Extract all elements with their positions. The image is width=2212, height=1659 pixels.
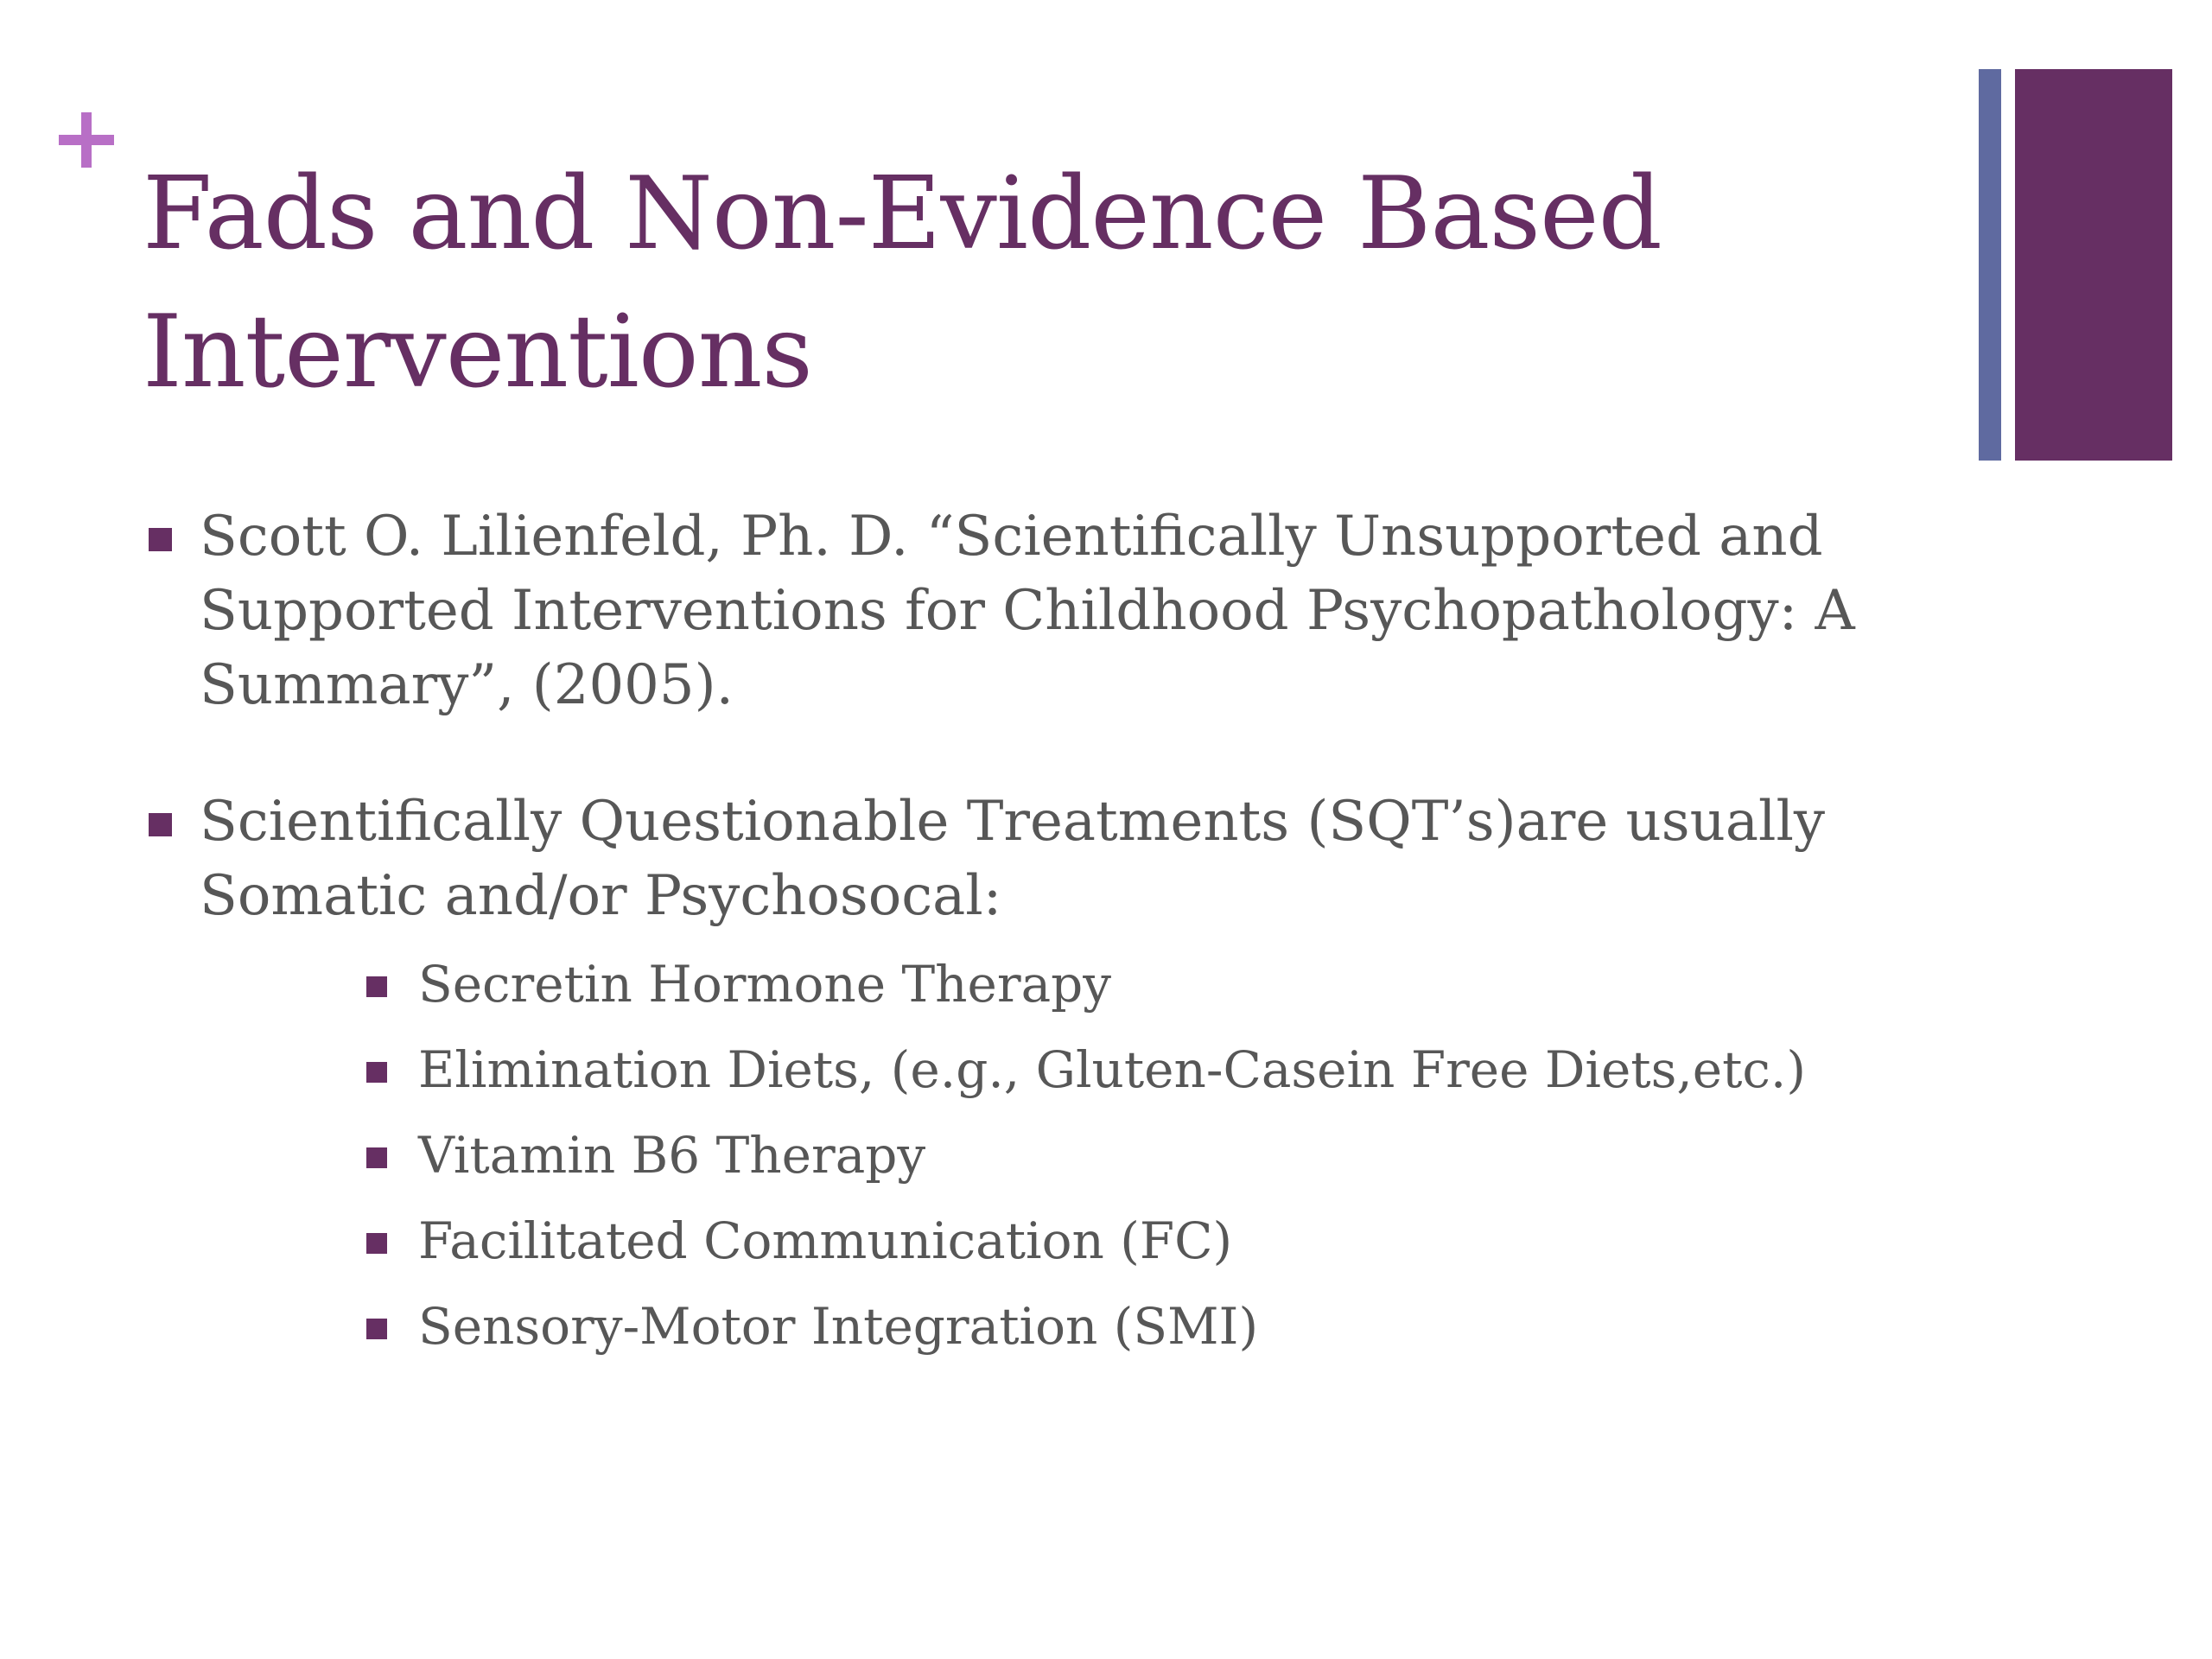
plus-icon: [59, 112, 114, 168]
square-bullet-icon: [149, 813, 172, 836]
bullet-text: Scientifically Questionable Treatments (SQT’s)are usually Somatic and/or Psychosocal:: [200, 790, 1826, 928]
sub-bullet-text: Facilitated Communication (FC): [418, 1211, 1233, 1270]
sub-bullet-item: [365, 942, 2125, 1027]
sub-bullet-text: Vitamin B6 Therapy: [418, 1126, 926, 1185]
sub-bullet-item: [365, 1198, 2125, 1284]
bullet-list: [145, 499, 1960, 1370]
sub-bullet-list: [365, 942, 2125, 1370]
sub-bullet-item: [365, 1113, 2125, 1198]
sub-bullet-text: Sensory-Motor Integration (SMI): [418, 1297, 1259, 1356]
square-bullet-icon: [366, 1319, 387, 1339]
square-bullet-icon: [149, 528, 172, 551]
sub-bullet-item: [365, 1284, 2125, 1370]
square-bullet-icon: [366, 976, 387, 997]
square-bullet-icon: [366, 1233, 387, 1254]
bullet-item: [145, 499, 1960, 722]
sub-bullet-text: Secretin Hormone Therapy: [418, 955, 1112, 1014]
sub-bullet-text: Elimination Diets, (e.g., Gluten-Casein Free Diets,etc.): [418, 1040, 1806, 1099]
plus-icon-vertical-bar: [81, 112, 92, 168]
square-bullet-icon: [366, 1062, 387, 1083]
accent-bar-thick: [2015, 69, 2172, 461]
accent-bar-thin: [1979, 69, 2001, 461]
square-bullet-icon: [366, 1147, 387, 1168]
slide-title: Fads and Non-Evidence Based Interventions: [143, 156, 1662, 410]
sub-bullet-item: [365, 1027, 2125, 1113]
bullet-item: [145, 785, 1960, 1370]
bullet-text: Scott O. Lilienfeld, Ph. D. “Scientifically Unsupported and Supported Interventions for Childhood Psychopathology: A Summary”, (2005).: [200, 505, 1855, 717]
